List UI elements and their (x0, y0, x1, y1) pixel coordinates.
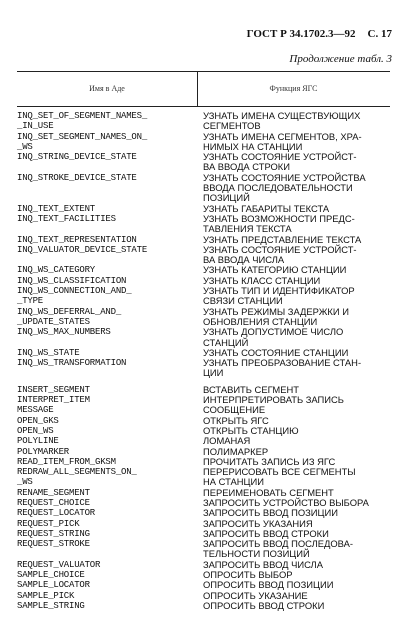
gks-function-cell: ОПРОСИТЬ ВЫБОР (203, 569, 293, 581)
gks-function-cell: ЗАПРОСИТЬ ВВОД ЧИСЛА (203, 558, 323, 570)
gks-function-cell: ОПРОСИТЬ ВВОД ПОЗИЦИИ (203, 579, 334, 591)
gks-function-cell: УЗНАТЬ КЛАСС СТАНЦИИ (203, 274, 321, 286)
gks-function-cell: УЗНАТЬ ВОЗМОЖНОСТИ ПРЕДС- ТАВЛЕНИЯ ТЕКСТА (203, 212, 355, 235)
gks-function-cell: ПЕРЕРИСОВАТЬ ВСЕ СЕГМЕНТЫ НА СТАНЦИИ (203, 466, 356, 488)
ada-name-cell: INQ_STROKE_DEVICE_STATE (17, 172, 137, 183)
ada-name-cell: READ_ITEM_FROM_GKSM (17, 456, 116, 467)
table-header (17, 71, 390, 107)
table-row (17, 358, 390, 379)
ada-name-cell: OPEN_GKS (17, 415, 59, 426)
ada-name-cell: INTERPRET_ITEM (17, 395, 90, 406)
ada-name-cell: POLYLINE (17, 436, 59, 447)
ada-name-cell: REQUEST_STROKE (17, 539, 90, 550)
gks-function-cell: УЗНАТЬ ТИП И ИДЕНТИФИКАТОР СВЯЗИ СТАНЦИИ (203, 285, 355, 307)
gks-function-cell: ЗАПРОСИТЬ ВВОД ПОЗИЦИИ (203, 507, 338, 519)
ada-name-cell: INSERT_SEGMENT (17, 384, 90, 395)
ada-name-cell: REDRAW_ALL_SEGMENTS_ON_ _WS (17, 467, 137, 488)
column-header-gks-function: Функция ЯГС (269, 84, 318, 93)
table-row (17, 132, 390, 153)
gks-function-cell: ПЕРЕИМЕНОВАТЬ СЕГМЕНТ (203, 486, 334, 498)
gks-function-cell: ОТКРЫТЬ СТАНЦИЮ (203, 424, 299, 436)
table-body (17, 105, 390, 611)
ada-name-cell: INQ_TEXT_REPRESENTATION (17, 234, 137, 245)
gks-function-cell: УЗНАТЬ ИМЕНА СЕГМЕНТОВ, ХРА- НИМЫХ НА СТАНЦИИ (203, 130, 362, 152)
ada-name-cell: INQ_WS_CONNECTION_AND_ _TYPE (17, 286, 132, 307)
gks-function-cell: УЗНАТЬ ГАБАРИТЫ ТЕКСТА (203, 202, 330, 214)
table-row (17, 245, 390, 266)
gks-function-cell: ИНТЕРПРЕТИРОВАТЬ ЗАПИСЬ (203, 394, 344, 406)
gks-function-cell: СООБЩЕНИЕ (203, 404, 266, 416)
table-row (17, 539, 390, 560)
ada-name-cell: MESSAGE (17, 405, 54, 416)
ada-name-cell: INQ_WS_DEFERRAL_AND_ _UPDATE_STATES (17, 306, 122, 327)
gks-function-cell: ЗАПРОСИТЬ ВВОД ПОСЛЕДОВА- ТЕЛЬНОСТИ ПОЗИЦИЙ (203, 538, 353, 560)
ada-name-cell: INQ_WS_MAX_NUMBERS (17, 327, 111, 338)
gks-function-cell: ПОЛИМАРКЕР (203, 445, 269, 457)
ada-name-cell: SAMPLE_CHOICE (17, 570, 85, 581)
table-row (17, 111, 390, 132)
ada-name-cell: POLYMARKER (17, 446, 70, 457)
ada-name-cell: INQ_WS_TRANSFORMATION (17, 358, 127, 369)
ada-name-cell: SAMPLE_PICK (17, 590, 75, 601)
gks-function-cell: ЗАПРОСИТЬ УСТРОЙСТВО ВЫБОРА (203, 496, 369, 508)
gks-function-cell: ОПРОСИТЬ УКАЗАНИЕ (203, 589, 308, 601)
gks-function-cell: УЗНАТЬ КАТЕГОРИЮ СТАНЦИИ (203, 264, 347, 276)
standard-number: ГОСТ Р 34.1702.3—92 (246, 28, 356, 40)
gks-function-cell: УЗНАТЬ ДОПУСТИМОЕ ЧИСЛО СТАНЦИЙ (203, 326, 344, 348)
ada-name-cell: INQ_TEXT_FACILITIES (17, 213, 116, 224)
table-row (17, 436, 390, 446)
table-row (17, 152, 390, 173)
gks-function-cell: УЗНАТЬ СОСТОЯНИЕ УСТРОЙСТ- ВА ВВОДА СТРОКИ (203, 151, 357, 173)
gks-function-cell: ВСТАВИТЬ СЕГМЕНТ (203, 383, 299, 395)
gks-function-cell: УЗНАТЬ СОСТОЯНИЕ УСТРОЙСТВА ВВОДА ПОСЛЕДОВАТЕЛЬНОСТИ ПОЗИЦИЙ (203, 171, 366, 204)
gks-function-cell: УЗНАТЬ ИМЕНА СУЩЕСТВУЮЩИХ СЕГМЕНТОВ (203, 110, 361, 132)
gks-function-cell: ЗАПРОСИТЬ ВВОД СТРОКИ (203, 527, 329, 539)
gks-function-cell: ОПРОСИТЬ ВВОД СТРОКИ (203, 599, 325, 611)
ada-name-cell: REQUEST_VALUATOR (17, 559, 101, 570)
table-row (17, 173, 390, 204)
ada-name-cell: INQ_WS_CLASSIFICATION (17, 275, 127, 286)
gks-function-cell: ЗАПРОСИТЬ УКАЗАНИЯ (203, 517, 313, 529)
gks-function-cell: УЗНАТЬ ПРЕДСТАВЛЕНИЕ ТЕКСТА (203, 233, 362, 245)
ada-name-cell: REQUEST_PICK (17, 518, 80, 529)
table-row (17, 307, 390, 328)
table-row (17, 327, 390, 348)
ada-name-cell: INQ_STRING_DEVICE_STATE (17, 152, 137, 163)
gks-function-cell: ОТКРЫТЬ ЯГС (203, 414, 269, 426)
ada-name-cell: OPEN_WS (17, 425, 54, 436)
table-continuation-note: Продолжение табл. 3 (289, 53, 392, 65)
gks-function-cell: УЗНАТЬ РЕЖИМЫ ЗАДЕРЖКИ И ОБНОВЛЕНИЯ СТАНЦИИ (203, 305, 349, 327)
gks-function-cell: УЗНАТЬ СОСТОЯНИЕ УСТРОЙСТ- ВА ВВОДА ЧИСЛА (203, 243, 357, 266)
table-row (17, 467, 390, 488)
ada-name-cell: INQ_TEXT_EXTENT (17, 203, 96, 214)
ada-name-cell: RENAME_SEGMENT (17, 487, 90, 498)
gks-function-cell: УЗНАТЬ СОСТОЯНИЕ СТАНЦИИ (203, 346, 349, 358)
table-row (17, 286, 390, 307)
ada-name-cell: REQUEST_LOCATOR (17, 508, 96, 519)
column-header-ada-name: Имя в Аде (89, 84, 125, 93)
ada-name-cell: REQUEST_CHOICE (17, 497, 90, 508)
ada-name-cell: INQ_WS_CATEGORY (17, 265, 96, 276)
ada-name-cell: INQ_SET_OF_SEGMENT_NAMES_ _IN_USE (17, 111, 148, 132)
ada-name-cell: SAMPLE_LOCATOR (17, 580, 90, 591)
gks-function-cell: ЛОМАНАЯ (203, 435, 251, 447)
table-row (17, 601, 390, 611)
table-row (17, 214, 390, 235)
ada-name-cell: INQ_VALUATOR_DEVICE_STATE (17, 244, 148, 255)
gks-function-cell: ПРОЧИТАТЬ ЗАПИСЬ ИЗ ЯГС (203, 455, 336, 467)
gks-function-cell: УЗНАТЬ ПРЕОБРАЗОВАНИЕ СТАН- ЦИИ (203, 357, 362, 379)
ada-name-cell: INQ_WS_STATE (17, 347, 80, 358)
page-number: С. 17 (367, 28, 392, 40)
page-header (0, 28, 392, 40)
ada-name-cell: REQUEST_STRING (17, 528, 90, 539)
ada-name-cell: SAMPLE_STRING (17, 600, 85, 611)
ada-name-cell: INQ_SET_SEGMENT_NAMES_ON_ _WS (17, 131, 148, 152)
